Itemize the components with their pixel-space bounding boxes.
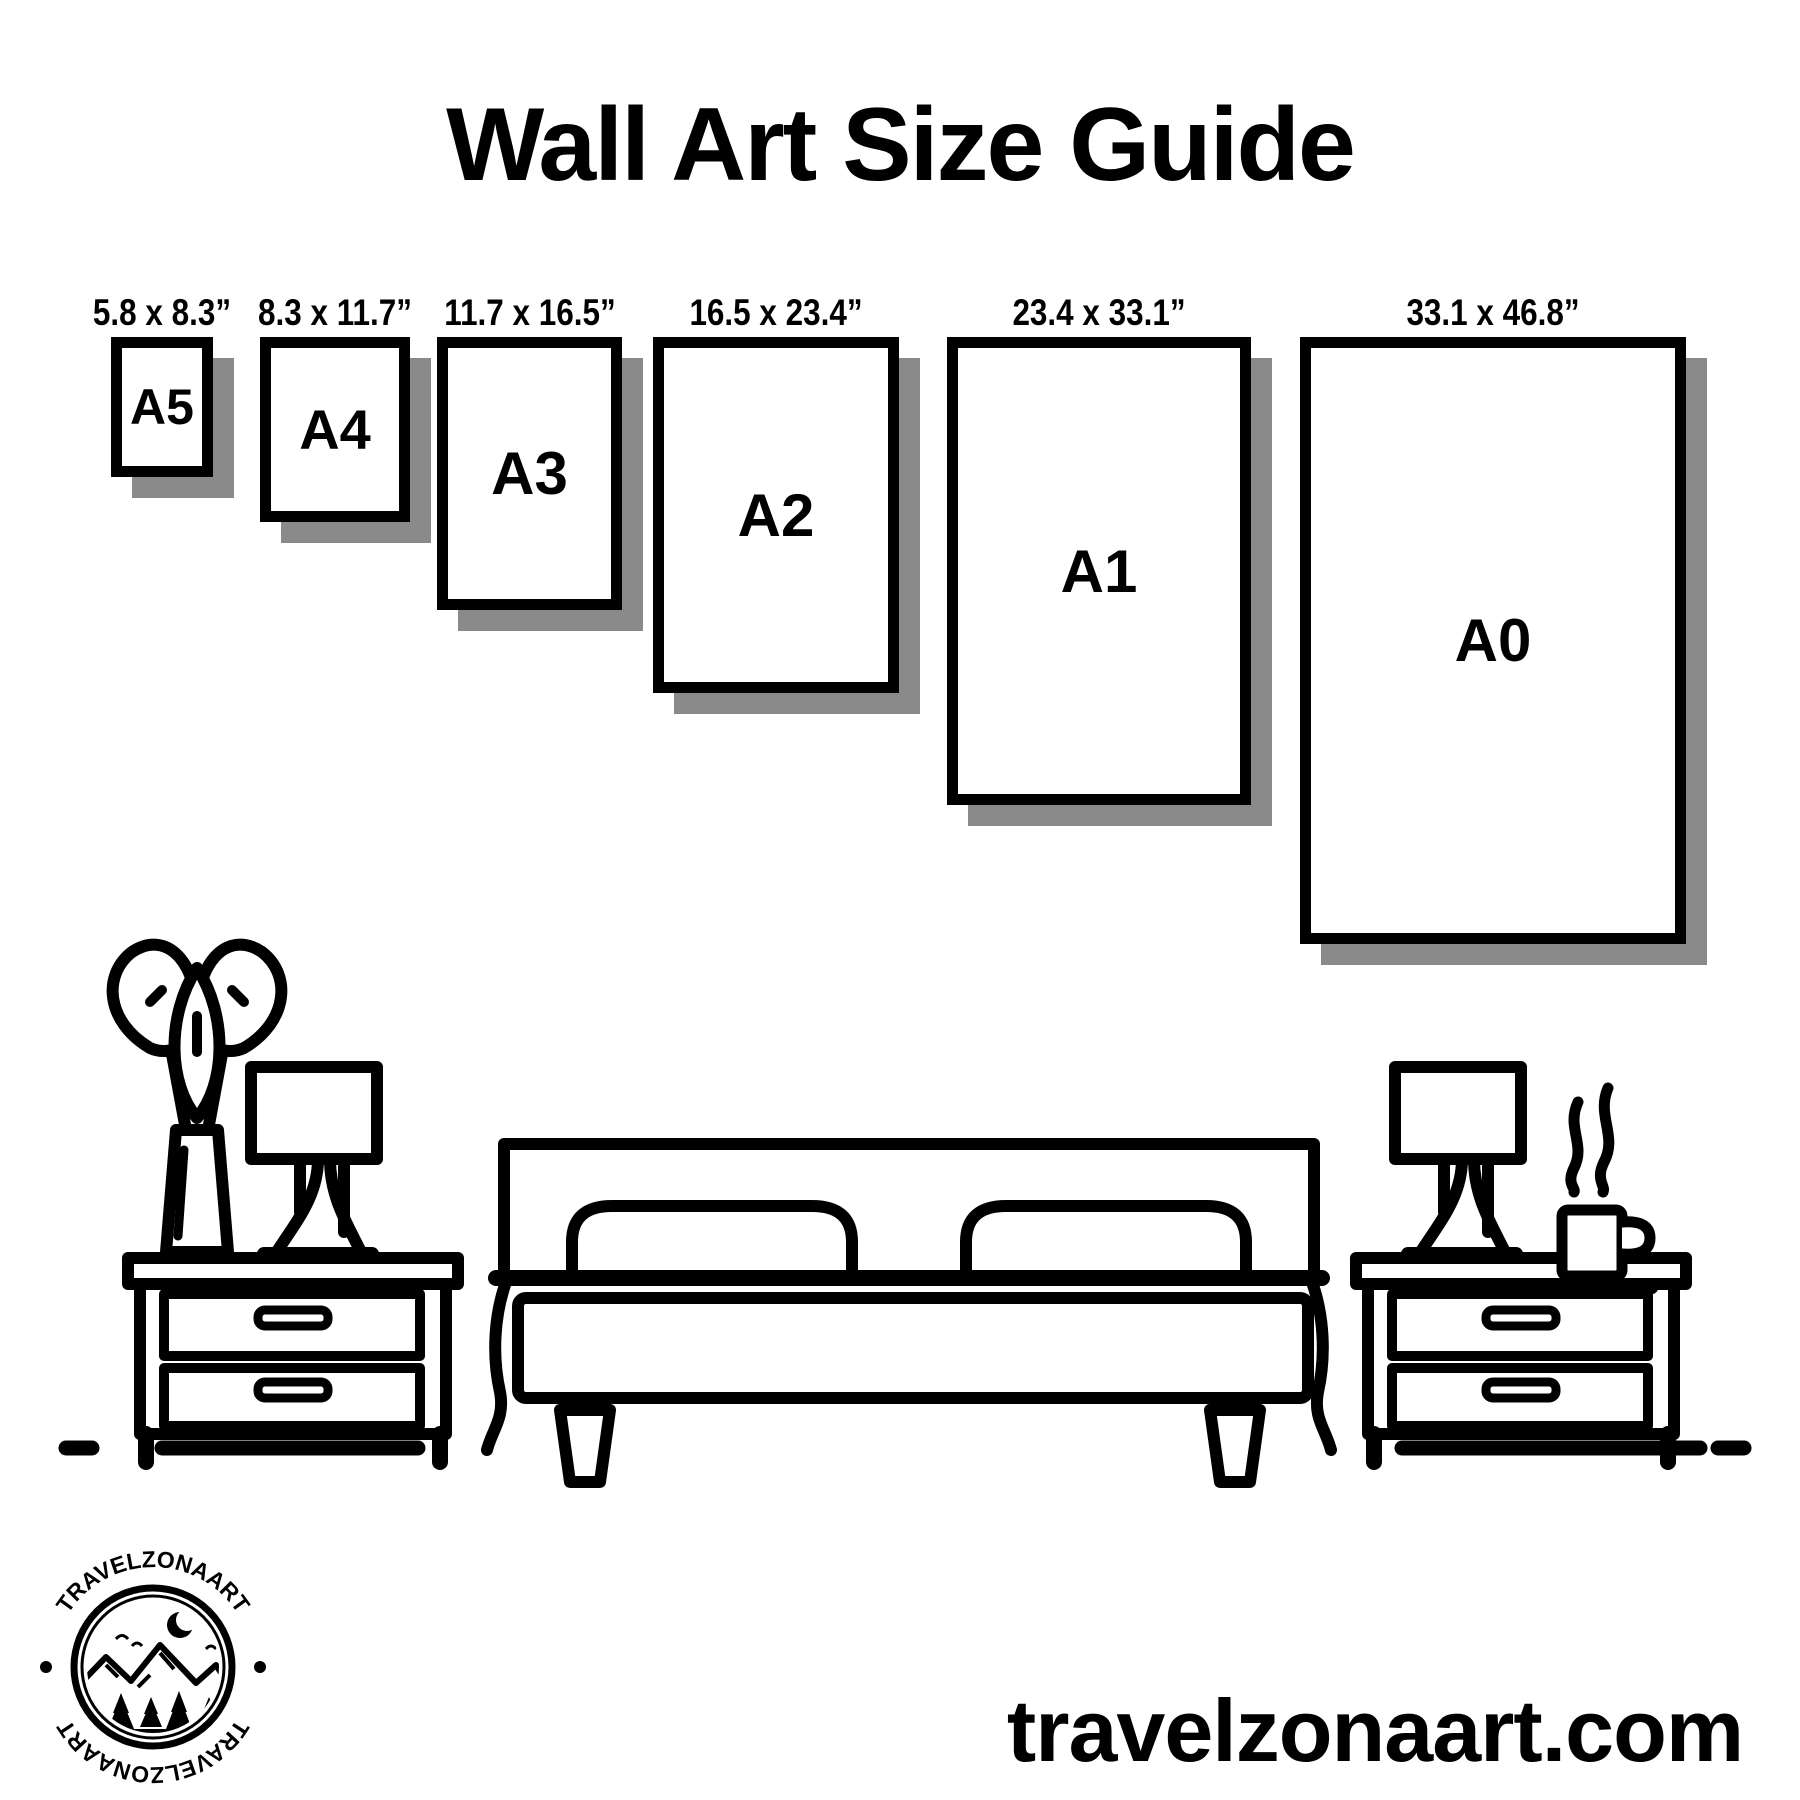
brand-logo-badge (28, 1545, 278, 1795)
bed-icon (487, 1144, 1331, 1482)
size-dimensions-a3: 11.7 x 16.5” (443, 292, 616, 333)
size-frame-a5 (92, 292, 232, 477)
size-name-a0: A0 (1454, 607, 1532, 674)
size-dimensions-a4: 8.3 x 11.7” (258, 292, 412, 333)
size-name-a4: A4 (299, 398, 371, 461)
size-dimensions-a2: 16.5 x 23.4” (689, 292, 863, 333)
left-nightstand-icon (128, 1258, 458, 1462)
size-frame-a4 (258, 292, 412, 522)
badge-left-dot (40, 1661, 52, 1673)
size-frame-a2 (653, 292, 899, 693)
website-url: travelzonaart.com (1006, 1681, 1744, 1780)
size-name-a1: A1 (1060, 537, 1138, 605)
badge-text-top: TRAVELZONAART (50, 1545, 256, 1618)
size-name-a3: A3 (491, 440, 568, 507)
size-frame-a1 (947, 292, 1251, 805)
left-table-lamp-icon (251, 1067, 377, 1254)
size-frame-a3 (437, 292, 622, 610)
bedroom-illustration (0, 850, 1800, 1560)
badge-right-dot (254, 1661, 266, 1673)
size-dimensions-a5: 5.8 x 8.3” (92, 292, 232, 333)
right-table-lamp-icon (1395, 1067, 1521, 1254)
page-title: Wall Art Size Guide (446, 87, 1354, 203)
size-dimensions-a0: 33.1 x 46.8” (1406, 292, 1580, 333)
size-name-a2: A2 (737, 481, 815, 549)
size-dimensions-a1: 23.4 x 33.1” (1012, 292, 1186, 333)
coffee-cup-icon (1544, 1088, 1652, 1288)
badge-text-bottom: TRAVELZONAART (51, 1715, 255, 1789)
size-name-a5: A5 (130, 379, 194, 435)
